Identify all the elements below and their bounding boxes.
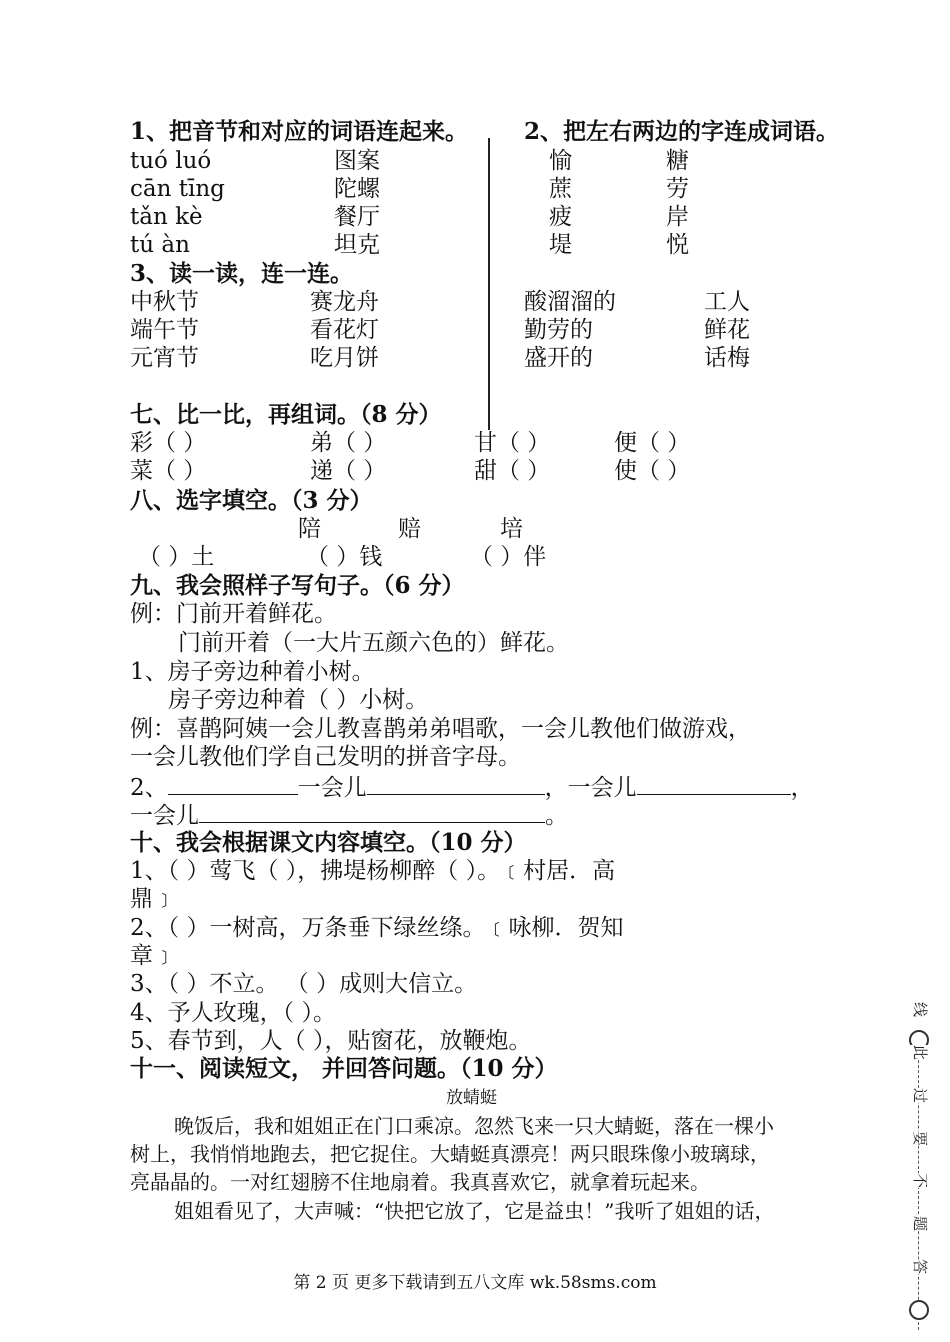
answer-line[interactable] <box>199 800 545 823</box>
q2-right-4: 悦 <box>666 232 689 258</box>
s8-title: 八、选字填空。（3 分） <box>130 487 373 514</box>
s7-r1c3: 甘（ ） <box>474 430 551 456</box>
s9-q2-line2-text: 一会儿 <box>130 803 199 829</box>
q2-right-1: 糖 <box>666 148 689 174</box>
activity-1: 赛龙舟 <box>310 289 379 315</box>
passage-title: 放蜻蜓 <box>446 1088 497 1108</box>
s9-example1: 例：门前开着鲜花。 <box>130 601 337 627</box>
s7-r2c2: 递（ ） <box>310 458 387 484</box>
q2-right-2: 劳 <box>666 176 689 202</box>
s9-example2b: 一会儿教他们学自己发明的拼音字母。 <box>130 744 521 770</box>
q1-title: 1、把音节和对应的词语连起来。 <box>130 118 469 145</box>
side-char: 此 <box>906 1045 933 1060</box>
q2-left-1: 愉 <box>549 148 572 174</box>
s7-r1c1: 彩（ ） <box>130 430 207 456</box>
fill-3: （ ）伴 <box>470 544 547 570</box>
s9-example1-answer: 门前开着（一大片五颜六色的）鲜花。 <box>178 630 569 656</box>
s9-q2-prefix: 2、 <box>130 775 168 801</box>
choice-3: 培 <box>500 516 523 542</box>
side-char: 过 <box>906 1088 933 1103</box>
s7-r1c2: 弟（ ） <box>310 430 387 456</box>
side-char: 线 <box>906 1002 933 1017</box>
side-char: 不 <box>906 1173 933 1188</box>
activity-2: 看花灯 <box>310 317 379 343</box>
festival-3: 元宵节 <box>130 345 199 371</box>
s9-title: 九、我会照样子写句子。（6 分） <box>130 572 465 599</box>
s9-q2-end: 。 <box>545 803 568 829</box>
q2-left-3: 疲 <box>549 204 572 230</box>
s7-title: 七、比一比，再组词。（8 分） <box>130 401 442 428</box>
noun-3: 话梅 <box>704 345 750 371</box>
passage-p1a: 晚饭后，我和姐姐正在门口乘凉。忽然飞来一只大蜻蜓，落在一棵小 <box>174 1114 774 1138</box>
s11-title: 十一、阅读短文， 并回答问题。（10 分） <box>130 1055 558 1082</box>
s10-line1: 1、（ ）莺飞（ ），拂堤杨柳醉（ ）。﹝村居．高 <box>130 858 616 884</box>
page-footer: 第 2 页 更多下载请到五八文库 wk.58sms.com <box>293 1273 657 1293</box>
pinyin-3: tǎn kè <box>130 204 203 230</box>
s10-line1b: 鼎﹞ <box>130 886 176 912</box>
side-char: 要 <box>906 1131 933 1146</box>
s9-q2-line1 <box>130 772 814 802</box>
s9-q2-comma1: ，一会儿 <box>544 775 637 801</box>
noun-1: 工人 <box>704 289 750 315</box>
adjective-1: 酸溜溜的 <box>524 289 616 315</box>
q2-title: 2、把左右两边的字连成词语。 <box>524 118 840 145</box>
passage-p1c: 亮晶晶的。一对红翅膀不住地扇着。我真喜欢它，就拿着玩起来。 <box>130 1170 710 1194</box>
q3-title: 3、读一读，连一连。 <box>130 260 354 287</box>
fill-2: （ ）钱 <box>306 544 383 570</box>
answer-line[interactable] <box>367 772 545 795</box>
choice-2: 赔 <box>398 516 421 542</box>
s7-r2c4: 使（ ） <box>614 458 691 484</box>
adjective-2: 勤劳的 <box>524 317 593 343</box>
s9-q2-comma2: ， <box>790 775 814 801</box>
festival-1: 中秋节 <box>130 289 199 315</box>
word-3: 餐厅 <box>334 204 380 230</box>
binding-hole-2 <box>909 1300 929 1320</box>
fill-1: （ ）土 <box>138 544 215 570</box>
adjective-3: 盛开的 <box>524 345 593 371</box>
s10-line2b: 章﹞ <box>130 943 176 969</box>
word-2: 陀螺 <box>334 176 380 202</box>
noun-2: 鲜花 <box>704 317 750 343</box>
activity-3: 吃月饼 <box>310 345 379 371</box>
passage-p2a: 姐姐看见了，大声喊：“快把它放了，它是益虫！”我听了姐姐的话， <box>174 1199 775 1223</box>
s9-q1: 1、房子旁边种着小树。 <box>130 659 375 685</box>
pinyin-2: cān tīng <box>130 176 225 202</box>
word-1: 图案 <box>334 148 380 174</box>
s10-line2: 2、（ ）一树高，万条垂下绿丝绦。﹝咏柳．贺知 <box>130 915 624 941</box>
s9-q2-mid1: 一会儿 <box>297 775 367 801</box>
s10-line5: 5、春节到，人（ ），贴窗花，放鞭炮。 <box>130 1028 532 1054</box>
answer-line[interactable] <box>168 772 298 795</box>
q2-right-3: 岸 <box>666 204 689 230</box>
q2-left-4: 堤 <box>549 232 572 258</box>
word-4: 坦克 <box>334 232 380 258</box>
column-divider <box>488 138 490 430</box>
choice-1: 陪 <box>298 516 321 542</box>
s10-line4: 4、予人玫瑰，（ ）。 <box>130 1000 336 1026</box>
s7-r1c4: 便（ ） <box>614 430 691 456</box>
side-char: 题 <box>906 1216 933 1231</box>
s7-r2c3: 甜（ ） <box>474 458 551 484</box>
festival-2: 端午节 <box>130 317 199 343</box>
pinyin-1: tuó luó <box>130 148 212 174</box>
s7-r2c1: 菜（ ） <box>130 458 207 484</box>
binding-margin <box>900 1000 950 1342</box>
s9-example2a: 例：喜鹊阿姨一会儿教喜鹊弟弟唱歌，一会儿教他们做游戏， <box>130 716 751 742</box>
s9-q1-answer: 房子旁边种着（ ）小树。 <box>168 687 429 713</box>
s10-title: 十、我会根据课文内容填空。（10 分） <box>130 829 527 856</box>
s9-q2-line2 <box>130 800 568 830</box>
side-char: 答 <box>906 1259 933 1274</box>
q2-left-2: 蔗 <box>549 176 572 202</box>
answer-line[interactable] <box>637 772 791 795</box>
pinyin-4: tú àn <box>130 232 190 258</box>
passage-p1b: 树上，我悄悄地跑去，把它捉住。大蜻蜓真漂亮！两只眼珠像小玻璃球， <box>130 1142 770 1166</box>
s10-line3: 3、（ ）不立。 （ ）成则大信立。 <box>130 971 478 997</box>
